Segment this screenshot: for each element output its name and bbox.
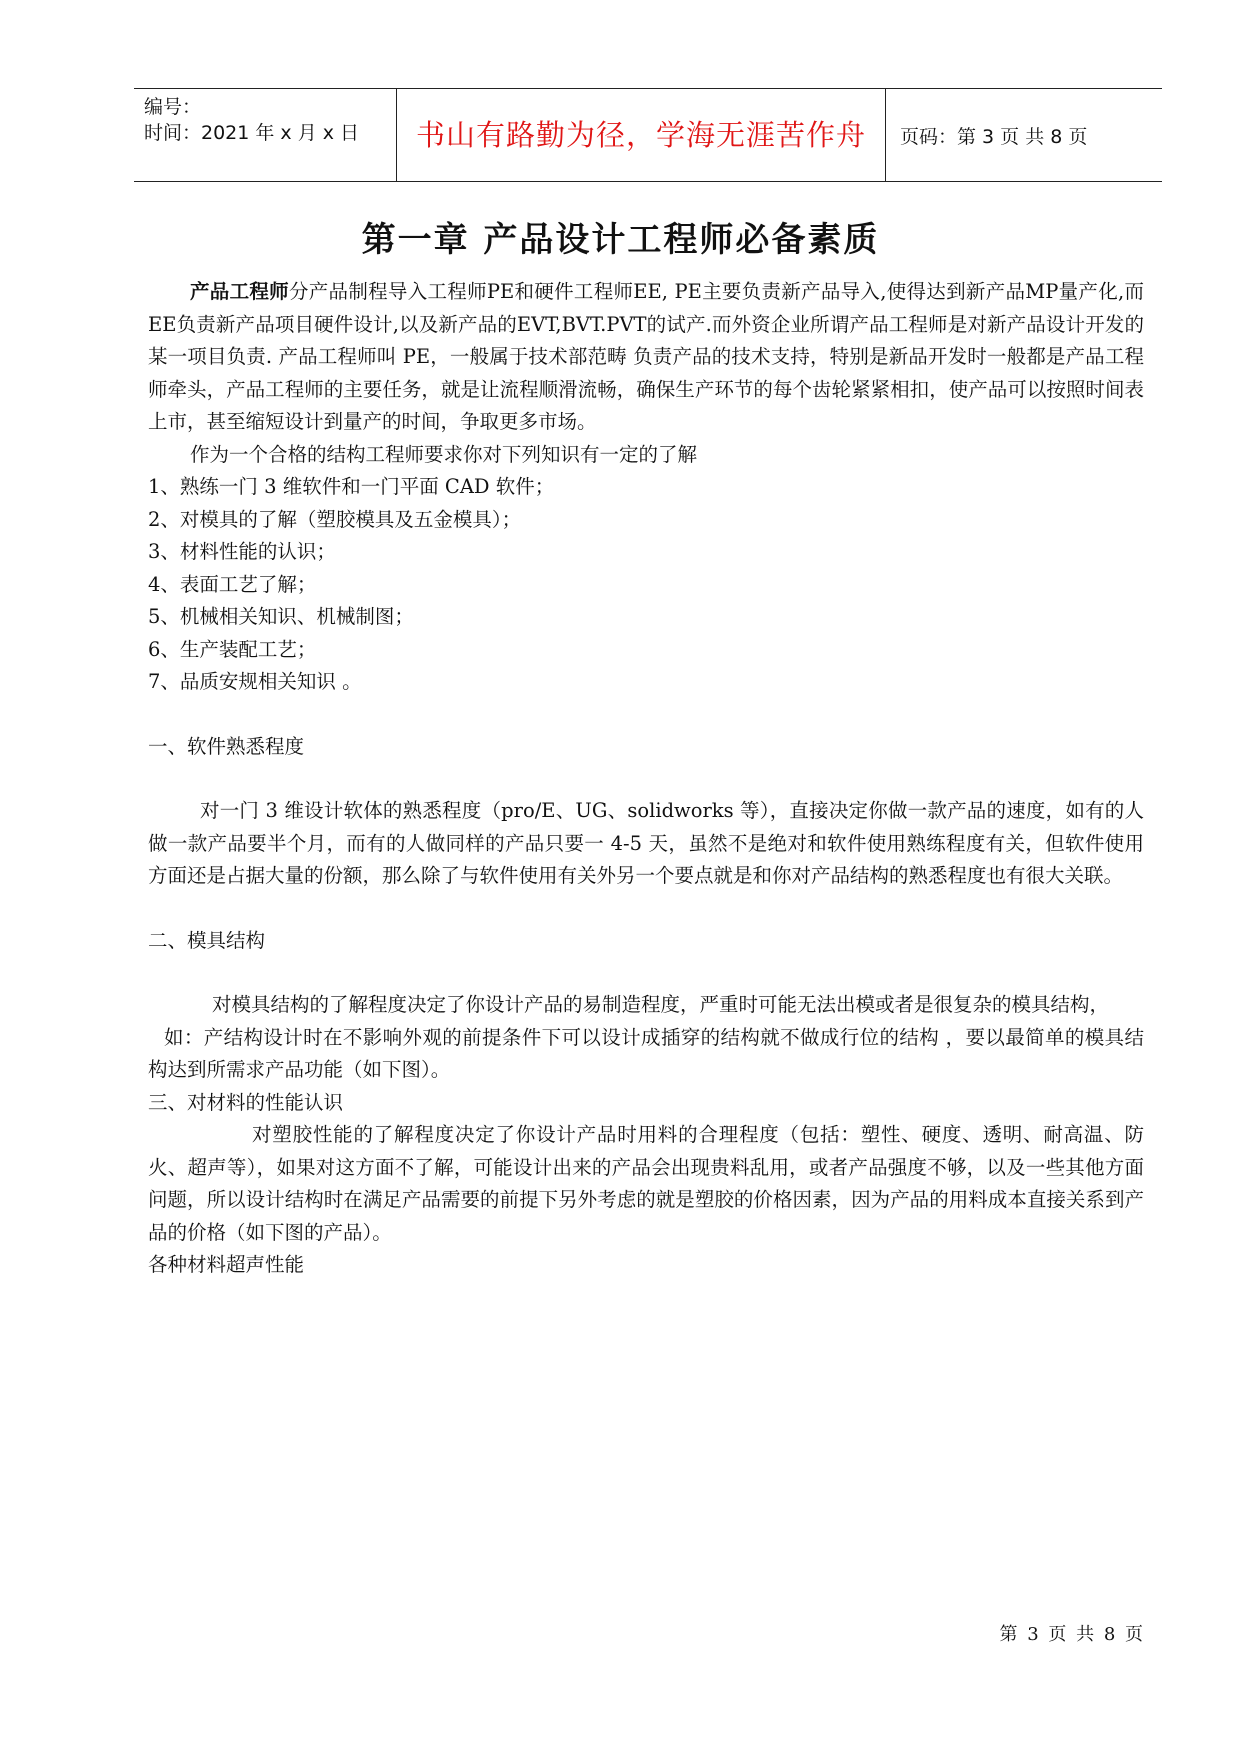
requirement-item: 5、机械相关知识、机械制图； — [148, 605, 414, 628]
section2-example: 如：产结构设计时在不影响外观的前提条件下可以设计成插穿的结构就不做成行位的结构 ，要以最简单的模具结构达到所需求产品功能（如下图）。 — [148, 1025, 1144, 1081]
header-page-label: 页码：第 3 页 共 8 页 — [900, 126, 1088, 148]
header-info-cell — [134, 89, 397, 181]
header-time-label: 时间：2021 年 x 月 x 日 — [144, 122, 360, 144]
section2-paragraph: 对模具结构的了解程度决定了你设计产品的易制造程度，严重时可能无法出模或者是很复杂的模具结构， — [212, 993, 1110, 1016]
section3-heading: 三、对材料的性能认识 — [148, 1090, 344, 1114]
header-motto: 书山有路勤为径，学海无涯苦作舟 — [415, 118, 866, 152]
requirement-item: 2、对模具的了解（塑胶模具及五金模具）； — [148, 507, 522, 531]
spacer — [148, 957, 1144, 989]
header-motto-cell — [397, 89, 886, 181]
chapter-title: 第一章 产品设计工程师必备素质 — [361, 220, 880, 260]
intro-paragraph — [148, 276, 1144, 439]
section3-caption: 各种材料超声性能 — [148, 1253, 305, 1276]
requirement-item: 1、熟练一门 3 维软件和一门平面 CAD 软件； — [148, 475, 555, 498]
requirement-item: 6、生产装配工艺； — [148, 637, 317, 661]
page-footer: 第 3 页 共 8 页 — [999, 1624, 1145, 1645]
intro-text: 分产品制程导入工程师PE和硬件工程师EE, PE主要负责新产品导入,使得达到新产品MP量产化,而EE负责新产品项目硬件设计,以及新产品的EVT,BVT.PVT的试产.而外资企业所谓产品工程师是对新产品设计开发的某一项目负责. 产品工程师叫 PE，一般属于技术部范畴 负责产品的技术支持，特别是新品开发时一般都是产品工程师牵头，产品工程师的主要任务，就是让流程顺滑流畅，确保生产环节的每个齿轮紧紧相扣，使产品可以按照时间表上市，甚至缩短设计到量产的时间，争取更多市场。 — [148, 280, 1144, 433]
document-body — [148, 276, 1144, 1282]
section1-heading: 一、软件熟悉程度 — [148, 734, 305, 758]
intro-bold-term: 产品工程师 — [190, 280, 289, 303]
header-page-cell — [886, 89, 1162, 181]
spacer — [148, 699, 1144, 731]
requirement-item: 3、材料性能的认识； — [148, 540, 336, 563]
section2-heading: 二、模具结构 — [148, 928, 266, 952]
header-number-label: 编号： — [144, 96, 202, 118]
requirements-intro: 作为一个合格的结构工程师要求你对下列知识有一定的了解 — [190, 442, 698, 466]
spacer — [148, 893, 1144, 925]
document-header — [134, 88, 1162, 182]
requirement-item: 4、表面工艺了解； — [148, 572, 317, 596]
section3-paragraph: 对塑胶性能的了解程度决定了你设计产品时用料的合理程度（包括：塑性、硬度、透明、耐高温、防火、超声等），如果对这方面不了解，可能设计出来的产品会出现贵料乱用，或者产品强度不够，以及一些其他方面问题，所以设计结构时在满足产品需要的前提下另外考虑的就是塑胶的价格因素，因为产品的用料成本直接关系到产品的价格（如下图的产品）。 — [148, 1123, 1144, 1244]
spacer — [148, 763, 1144, 795]
requirement-item: 7、品质安规相关知识 。 — [148, 670, 362, 693]
section1-paragraph: 对一门 3 维设计软体的熟悉程度（pro/E、UG、solidworks 等），直接决定你做一款产品的速度，如有的人做一款产品要半个月，而有的人做同样的产品只要一 4-5 天，虽然不是绝对和软件使用熟练程度有关，但软件使用方面还是占据大量的份额，那么除了与软件使用有关外另一个要点就是和你对产品结构的熟悉程度也有很大关联。 — [148, 799, 1144, 887]
